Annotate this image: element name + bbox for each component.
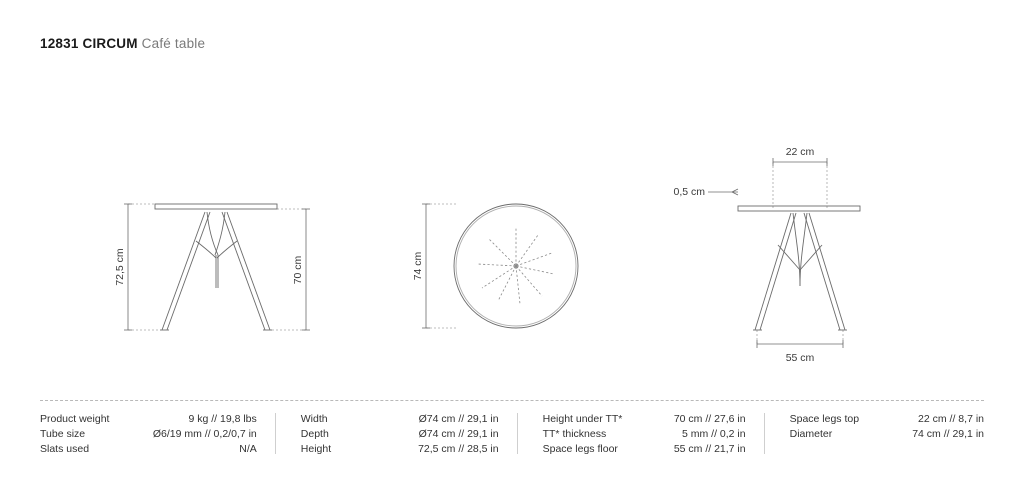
product-subtitle: Café table <box>141 36 206 51</box>
product-code: 12831 <box>40 36 79 51</box>
spec-label: Height <box>300 443 332 455</box>
spec-value: 5 mm // 0,2 in <box>682 428 746 440</box>
spec-label: TT* thickness <box>542 428 607 440</box>
spec-value: N/A <box>239 443 257 455</box>
side-thickness-dimension-label: 0,5 cm <box>673 186 705 198</box>
spec-value: Ø74 cm // 29,1 in <box>418 428 499 440</box>
spec-row <box>790 412 984 427</box>
spec-row <box>790 427 984 442</box>
spec-value: 22 cm // 8,7 in <box>918 413 984 425</box>
spec-value: 74 cm // 29,1 in <box>912 428 984 440</box>
spec-value: 9 kg // 19,8 lbs <box>188 413 257 425</box>
spec-row <box>301 412 499 427</box>
spec-value: Ø6/19 mm // 0,2/0,7 in <box>152 428 257 440</box>
top-view-drawing <box>410 120 610 380</box>
specs-column-legs <box>764 412 984 457</box>
specs-columns <box>40 412 984 457</box>
spec-label: Depth <box>300 428 329 440</box>
side-bottom-dimension-label: 55 cm <box>785 352 815 364</box>
specifications <box>40 400 984 457</box>
spec-row <box>301 427 499 442</box>
front-left-dimension-label: 72,5 cm <box>114 248 126 286</box>
specs-divider <box>40 400 984 401</box>
spec-row <box>543 412 746 427</box>
spec-label: Space legs floor <box>542 443 618 455</box>
spec-row <box>40 427 257 442</box>
spec-row <box>543 427 746 442</box>
side-top-dimension-label: 22 cm <box>785 146 815 158</box>
spec-label: Space legs top <box>789 413 860 425</box>
specs-column-dimensions <box>275 412 517 457</box>
specs-column-general <box>40 412 275 457</box>
spec-label: Product weight <box>40 413 110 425</box>
spec-value: 55 cm // 21,7 in <box>673 443 746 455</box>
spec-value: Ø74 cm // 29,1 in <box>418 413 499 425</box>
spec-label: Diameter <box>789 428 833 440</box>
page-title <box>40 36 205 51</box>
spec-value: 72,5 cm // 28,5 in <box>418 443 499 455</box>
spec-label: Tube size <box>40 428 86 440</box>
spec-row <box>40 442 257 457</box>
side-elevation-drawing <box>660 120 980 380</box>
spec-label: Width <box>300 413 328 425</box>
top-view-dimension-label: 74 cm <box>412 251 424 281</box>
front-right-dimension-label: 70 cm <box>292 255 304 285</box>
specs-column-clearance <box>517 412 764 457</box>
spec-label: Height under TT* <box>542 413 623 425</box>
spec-value: 70 cm // 27,6 in <box>673 413 746 425</box>
technical-drawings <box>0 120 1024 380</box>
product-name: CIRCUM <box>82 36 138 51</box>
spec-row <box>301 442 499 457</box>
spec-row <box>40 412 257 427</box>
spec-row <box>543 442 746 457</box>
spec-label: Slats used <box>40 443 90 455</box>
front-elevation-drawing <box>110 120 350 380</box>
